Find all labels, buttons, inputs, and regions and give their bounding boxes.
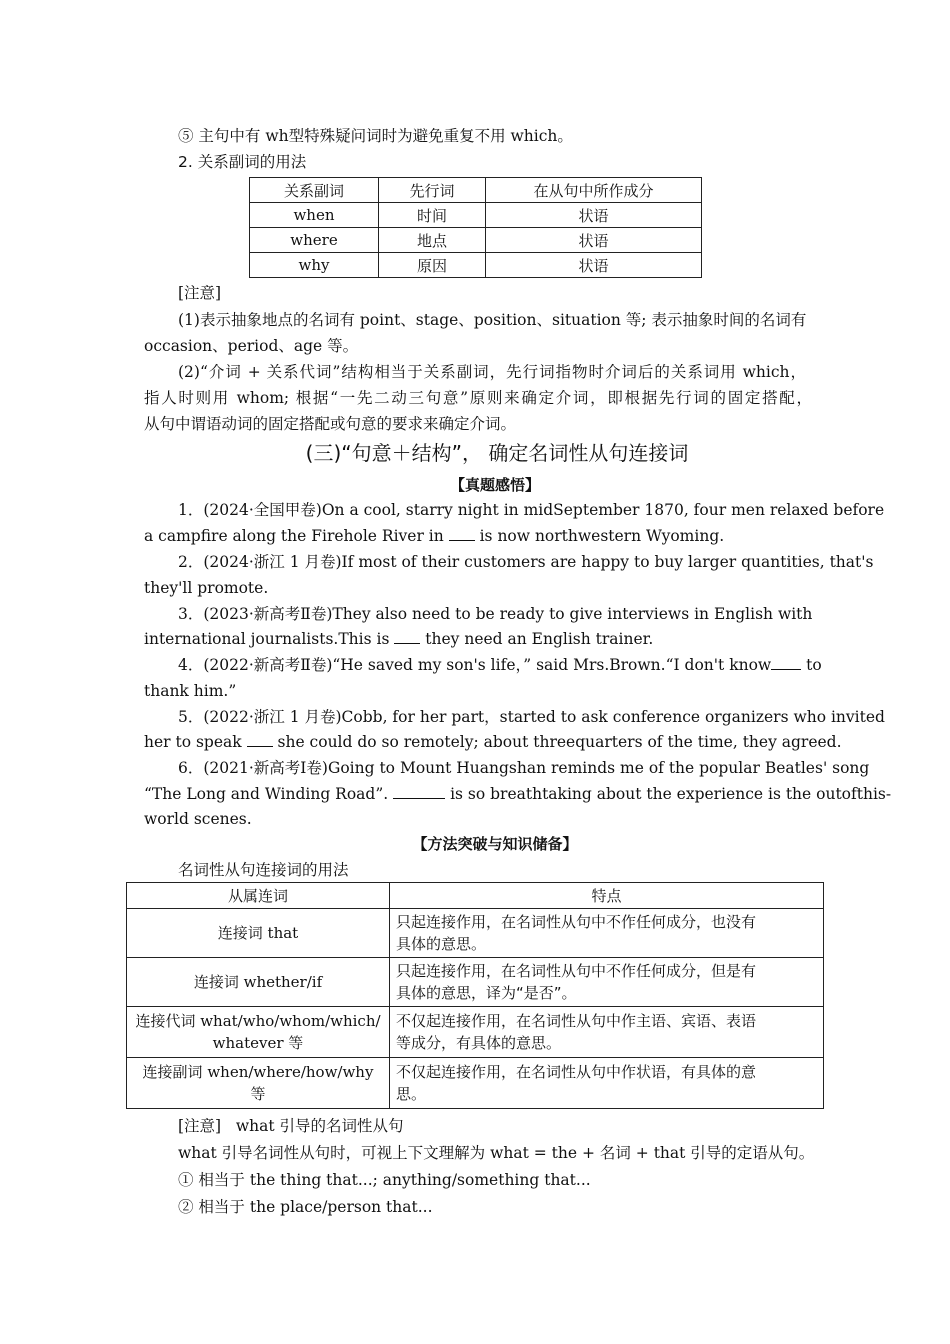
table-cell: 只起连接作用，在名词性从句中不作任何成分，但是有 具体的意思，译为“是否”。	[390, 958, 824, 1007]
question-1-line: a campfire along the Firehole River in is now northwestern Wyoming.	[144, 527, 725, 545]
table-row	[127, 1007, 824, 1058]
table-row	[127, 958, 824, 1007]
method-heading: 【方法突破与知识储备】	[412, 835, 578, 853]
question-6-line: world scenes.	[144, 810, 252, 828]
question-1-line: 1．(2024·全国甲卷)On a cool, starry night in midSeptember 1870, four men relaxed before	[178, 501, 885, 519]
table-row	[127, 1058, 824, 1109]
note-text: 从句中谓语动词的固定搭配或句意的要求来确定介词。	[144, 415, 517, 433]
table-cell: 状语	[486, 253, 702, 278]
answer-blank[interactable]	[393, 784, 445, 799]
note-text: (1)表示抽象地点的名词有 point、stage、position、situation 等; 表示抽象时间的名词有	[178, 311, 807, 329]
table-cell: 状语	[486, 228, 702, 253]
note-2	[178, 1116, 404, 1136]
noun-clause-title: 名词性从句连接词的用法	[178, 861, 349, 879]
question-3-line: international journalists.This is they need an English trainer.	[144, 630, 654, 648]
connective-table	[126, 882, 824, 1109]
answer-blank[interactable]	[394, 629, 420, 644]
table-cell: 原因	[379, 253, 486, 278]
table-header-cell: 先行词	[379, 178, 486, 203]
table-cell: 时间	[379, 203, 486, 228]
table-cell: 连接副词 when/where/how/why 等	[127, 1058, 390, 1109]
question-6-line: 6．(2021·新高考Ⅰ卷)Going to Mount Huangshan reminds me of the popular Beatles' song	[178, 759, 870, 777]
intro-line: ⑤ 主句中有 wh型特殊疑问词时为避免重复不用 which。	[178, 127, 573, 145]
question-5-line: her to speak she could do so remotely; about threequarters of the time, they agreed.	[144, 733, 842, 751]
table-header-cell: 在从句中所作成分	[486, 178, 702, 203]
table-row	[250, 253, 702, 278]
section-title-noun-clause: (三)“句意＋结构”， 确定名词性从句连接词	[305, 441, 689, 465]
note-text: ② 相当于 the place/person that...	[178, 1198, 433, 1216]
question-5-line: 5．(2022·浙江 1 月卷)Cobb, for her part，started to ask conference organizers who invited	[178, 708, 885, 726]
rel-adverb-table	[249, 177, 702, 278]
question-2-line: they'll promote.	[144, 579, 269, 597]
table-cell: 不仅起连接作用，在名词性从句中作主语、宾语、表语 等成分，有具体的意思。	[390, 1007, 824, 1058]
real-questions-heading: 【真题感悟】	[449, 476, 540, 494]
note-text: occasion、period、age 等。	[144, 337, 359, 355]
table-header-cell: 从属连词	[127, 883, 390, 909]
note-label: [注意]	[178, 1117, 222, 1135]
table-cell: when	[250, 203, 379, 228]
table-cell: 连接词 that	[127, 909, 390, 958]
table-cell: 连接词 whether/if	[127, 958, 390, 1007]
table-header-row	[127, 883, 824, 909]
note-title: what 引导的名词性从句	[235, 1117, 404, 1135]
question-3-line: 3．(2023·新高考Ⅱ卷)They also need to be ready to give interviews in English with	[178, 605, 813, 623]
answer-blank[interactable]	[247, 732, 273, 747]
section-title-rel-adverb: 2. 关系副词的用法	[178, 153, 307, 171]
note-text: 指人时则用 whom; 根据“一先二动三句意”原则来确定介词，即根据先行词的固定搭配，	[144, 389, 812, 407]
table-cell: 地点	[379, 228, 486, 253]
table-cell: 只起连接作用，在名词性从句中不作任何成分，也没有 具体的意思。	[390, 909, 824, 958]
table-row	[250, 228, 702, 253]
question-6-line: “The Long and Winding Road”. is so breathtaking about the experience is the outofthis-	[144, 785, 892, 803]
table-cell: 不仅起连接作用，在名词性从句中作状语，有具体的意 思。	[390, 1058, 824, 1109]
question-2-line: 2．(2024·浙江 1 月卷)If most of their customers are happy to buy larger quantities, that's	[178, 553, 874, 571]
table-header-cell: 特点	[390, 883, 824, 909]
answer-blank[interactable]	[449, 526, 475, 541]
table-header-cell: 关系副词	[250, 178, 379, 203]
answer-blank[interactable]	[771, 655, 801, 670]
table-cell: why	[250, 253, 379, 278]
table-row	[250, 203, 702, 228]
note-text: what 引导名词性从句时，可视上下文理解为 what = the + 名词 + that 引导的定语从句。	[178, 1144, 815, 1162]
question-4-line: 4．(2022·新高考Ⅱ卷)“He saved my son's life，” said Mrs.Brown.“I don't know to	[178, 656, 822, 674]
note-label: [注意]	[178, 284, 222, 302]
table-cell: 状语	[486, 203, 702, 228]
note-text: ① 相当于 the thing that...; anything/something that...	[178, 1171, 591, 1189]
question-4-line: thank him.”	[144, 682, 237, 700]
table-header-row	[250, 178, 702, 203]
note-text: (2)“介词 + 关系代词”结构相当于关系副词，先行词指物时介词后的关系词用 which，	[178, 363, 806, 381]
table-cell: 连接代词 what/who/whom/which/ whatever 等	[127, 1007, 390, 1058]
table-cell: where	[250, 228, 379, 253]
table-row	[127, 909, 824, 958]
